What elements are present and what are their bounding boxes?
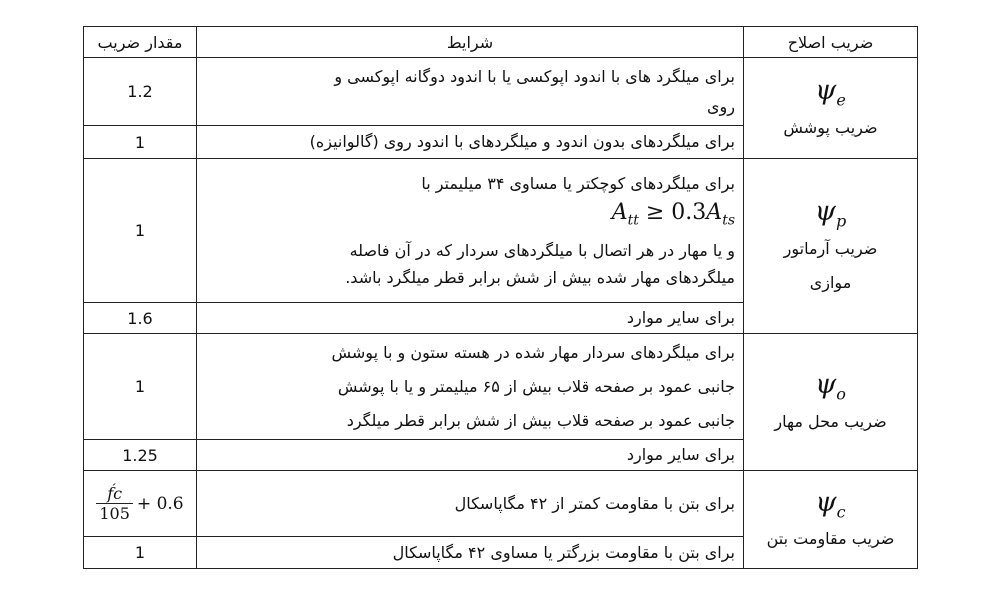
factor-cell-anchorage xyxy=(744,334,918,471)
condition-cell: برای سایر موارد xyxy=(197,440,744,471)
header-row xyxy=(84,27,918,58)
value-cell: 1.25 xyxy=(84,440,197,471)
header-value: مقدار ضریب xyxy=(84,27,197,58)
table-row xyxy=(84,58,918,126)
value-cell: 1 xyxy=(84,334,197,440)
factor-name: موازی xyxy=(809,272,852,292)
header-conditions: شرایط xyxy=(197,27,744,58)
condition-cell: برای میلگردهای بدون اندود و میلگردهای با اندود روی (گالوانیزه) xyxy=(197,126,744,159)
header-factor: ضریب اصلاح xyxy=(744,27,918,58)
factor-name: ضریب پوشش xyxy=(783,117,878,137)
factor-symbol: $\psi_p$ xyxy=(814,196,847,231)
condition-cell: برای بتن با مقاومت بزرگتر یا مساوی ۴۲ مگاپاسکال xyxy=(197,537,744,569)
table-row xyxy=(84,159,918,303)
factor-symbol: $\psi_e$ xyxy=(815,75,846,110)
value-cell: 1.6 xyxy=(84,303,197,334)
factor-cell-coating xyxy=(744,58,918,159)
value-cell: 1.2 xyxy=(84,58,197,126)
condition-cell: برای بتن با مقاومت کمتر از ۴۲ مگاپاسکال xyxy=(197,471,744,537)
factor-cell-concrete xyxy=(744,471,918,569)
fraction: $\frac{f́c}{105}$ xyxy=(96,484,133,523)
modification-factors-table xyxy=(83,26,918,569)
factor-cell-parallel xyxy=(744,159,918,334)
factor-symbol: $\psi_o$ xyxy=(815,369,846,404)
factor-name: ضریب محل مهار xyxy=(774,411,887,431)
factor-symbol: $\psi_c$ xyxy=(815,486,846,522)
condition-cell: برای میلگردهای سردار مهار شده در هسته ستون و با پوشش جانبی عمود بر صفحه قلاب بیش از ۶۵ میلیمتر و یا با پوشش جانبی عمود بر صفحه قلاب بیش از شش برابر قطر میلگرد xyxy=(197,334,744,440)
table-row xyxy=(84,471,918,537)
value-cell: 1 xyxy=(84,159,197,303)
condition-cell: برای میلگرد های با اندود اپوکسی یا با اندود دوگانه اپوکسی و روی xyxy=(197,58,744,126)
formula: $A_{tt} \ge 0.3A_{ts}$ xyxy=(611,200,735,229)
factor-name: ضریب آرماتور xyxy=(783,238,878,258)
table-row xyxy=(84,334,918,440)
value-cell: 1 xyxy=(84,126,197,159)
value-cell: $\frac{f́c}{105}$ + 0.6 xyxy=(84,471,197,537)
factor-name: ضریب مقاومت بتن xyxy=(766,529,895,549)
condition-cell: برای سایر موارد xyxy=(197,303,744,334)
value-cell: 1 xyxy=(84,537,197,569)
condition-cell: برای میلگردهای کوچکتر یا مساوی ۳۴ میلیمتر با $A_{tt} \ge 0.3A_{ts}$ و یا مهار در هر اتصال با میلگردهای سردار که در آن فاصله میلگردهای مهار شده بیش از شش برابر قطر میلگرد باشد. xyxy=(197,159,744,303)
